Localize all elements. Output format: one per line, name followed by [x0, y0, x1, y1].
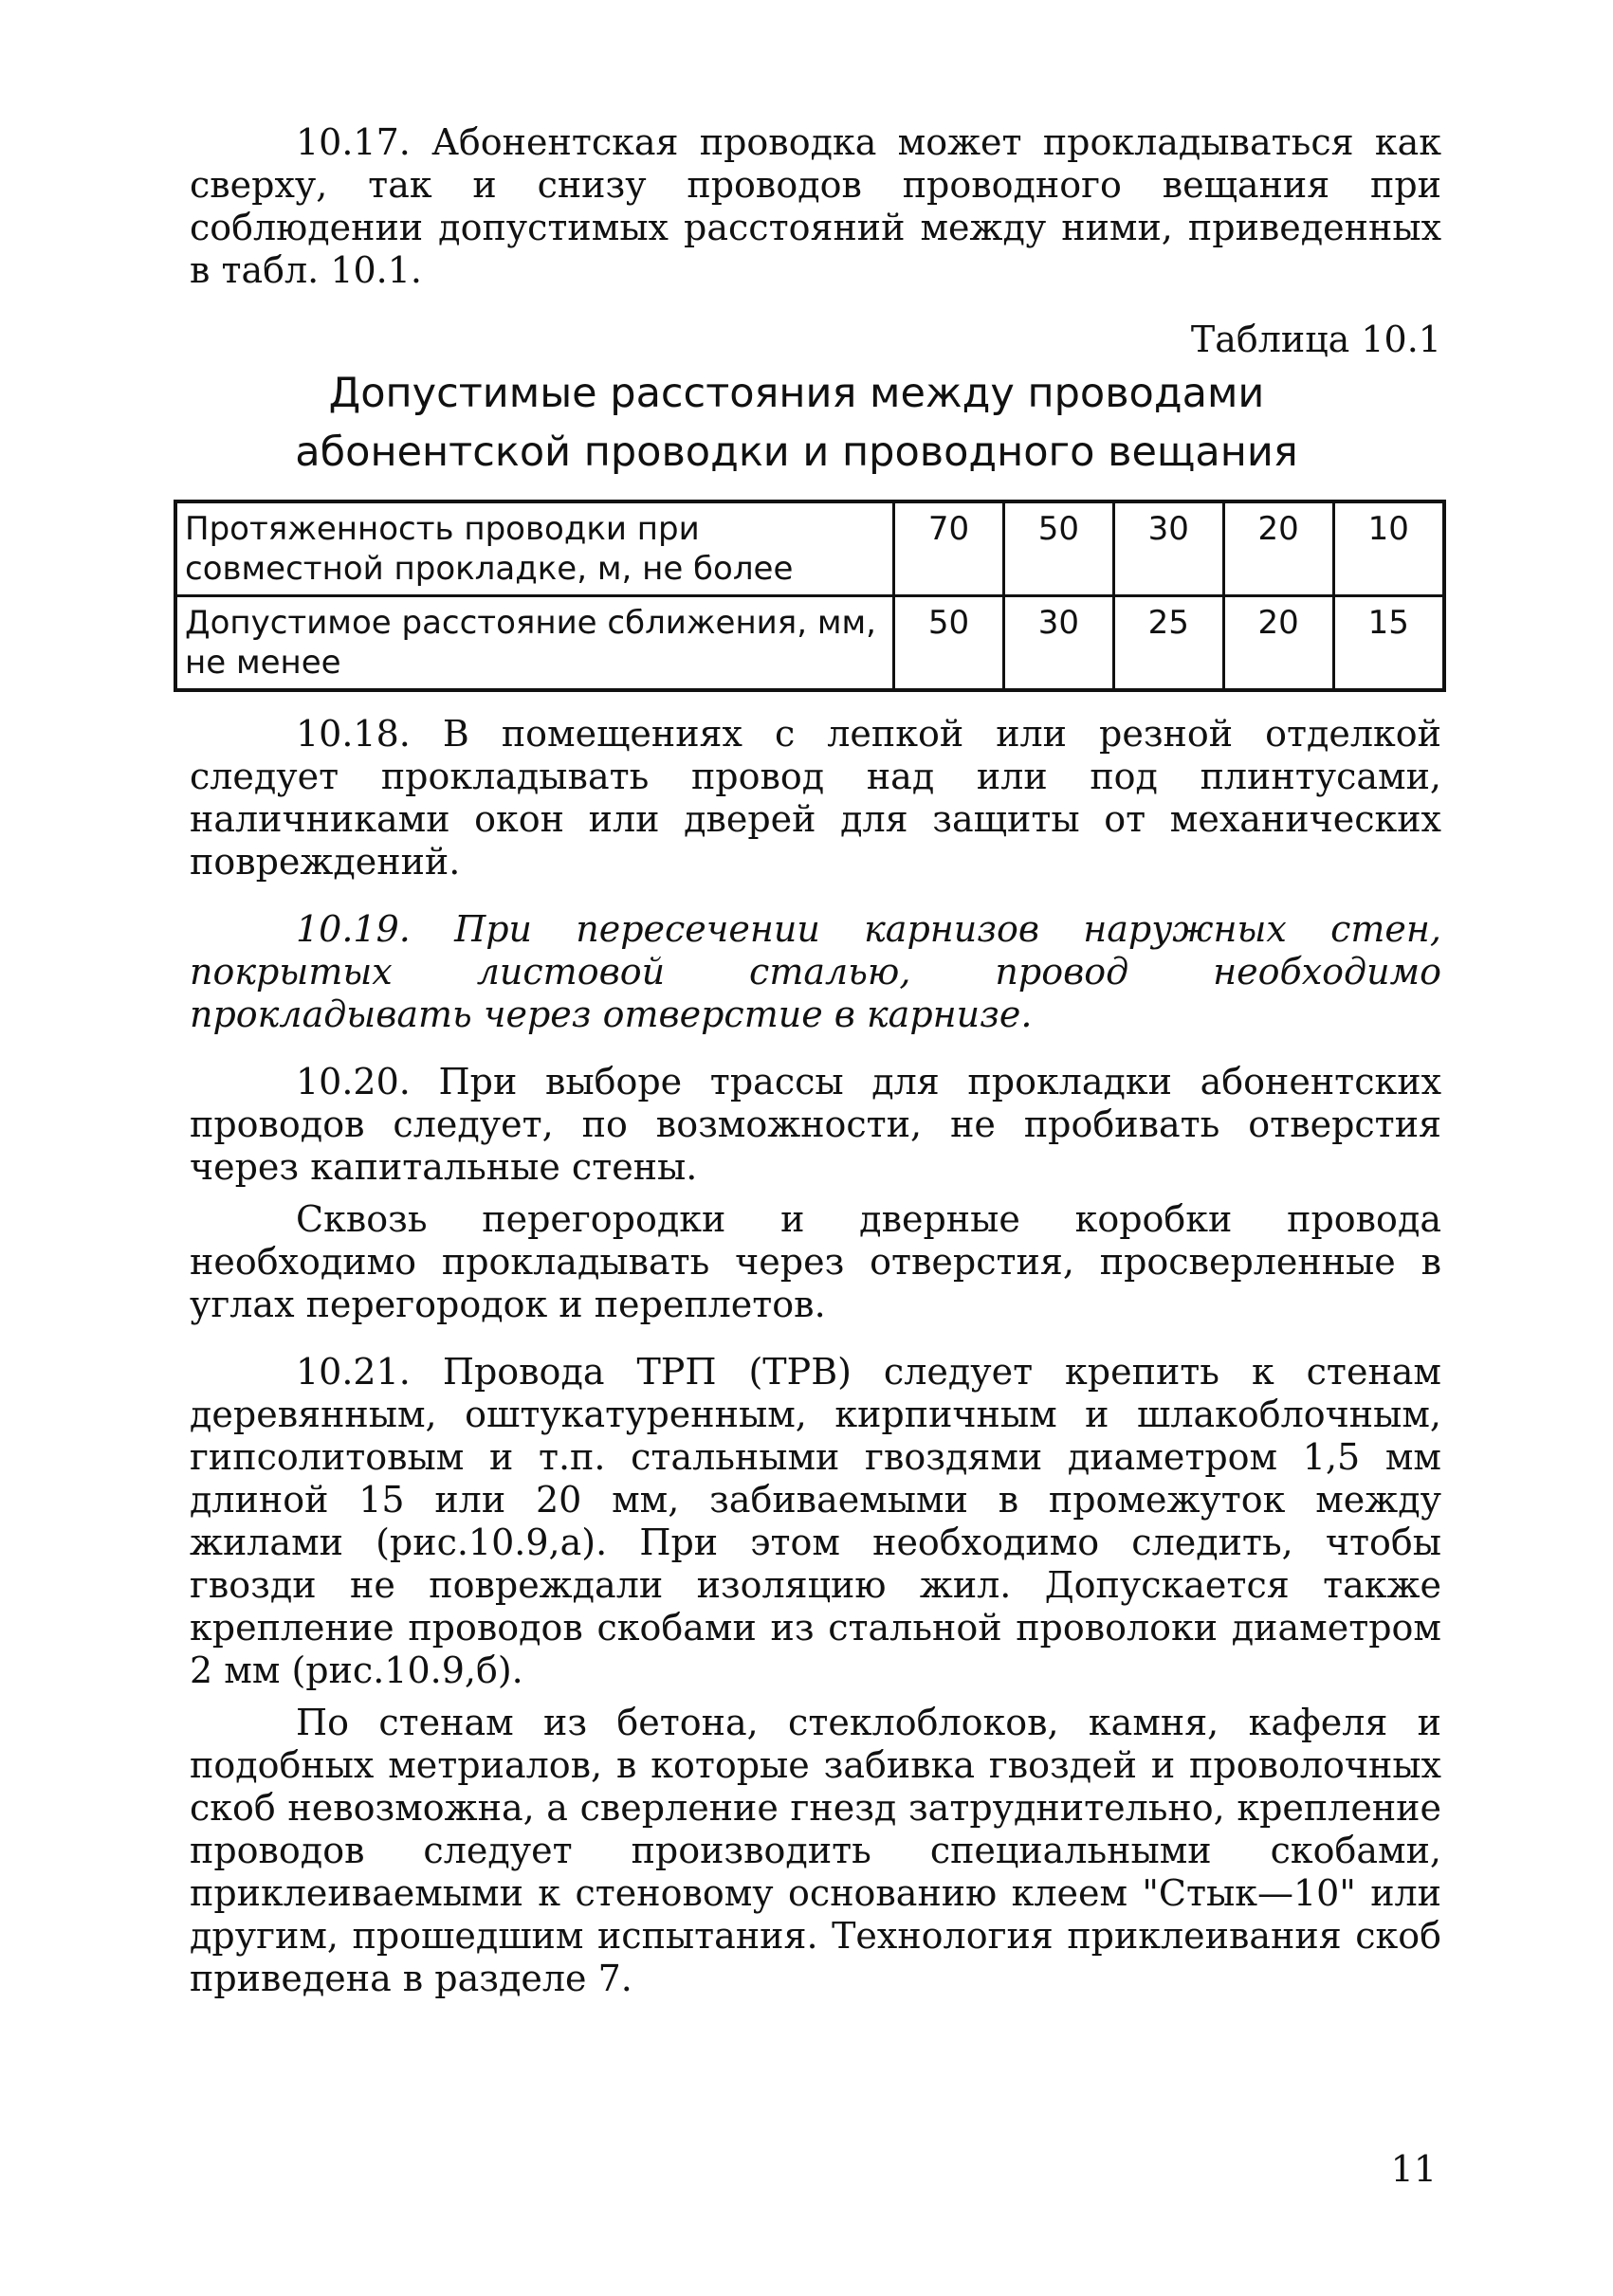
table-label: Таблица 10.1: [1190, 319, 1441, 360]
table-cell: 70: [894, 501, 1004, 596]
table-cell: 50: [1003, 501, 1113, 596]
table-title-line-2: абонентской проводки и проводного вещания: [295, 428, 1298, 476]
table-cell: 10: [1333, 501, 1444, 596]
table-cell: 50: [894, 596, 1004, 691]
table-row-header: Протяженность проводки при совместной прокладке, м, не более: [175, 501, 894, 596]
table-cell: 30: [1003, 596, 1113, 691]
paragraph-10-21-continued: По стенам из бетона, стеклоблоков, камня, кафеля и подобных метриалов, в которые забивка гвоздей и проволочных скоб невозможна, а сверление гнезд затруднительно, крепление проводов следует производить специальными скобами, приклеиваемыми к стеновому основанию клеем "Стык—10" или другим, прошедшим испытания. Технология приклеивания скоб приведена в разделе 7.: [190, 1702, 1441, 1999]
paragraph-10-19: 10.19. При пересечении карнизов наружных стен, покрытых листовой сталью, провод необходимо прокладывать через отверстие в карнизе.: [190, 908, 1441, 1035]
top-text-block: [190, 121, 1441, 292]
table-cell: 15: [1333, 596, 1444, 691]
page-number: 11: [1390, 2148, 1437, 2190]
table-cell: 20: [1223, 596, 1333, 691]
table-row-distance: [175, 596, 1444, 691]
table-row-length: [175, 501, 1444, 596]
paragraph-10-18: 10.18. В помещениях с лепкой или резной отделкой следует прокладывать провод над или под плинтусами, наличниками окон или дверей для защиты от механических повреждений.: [190, 713, 1441, 883]
paragraph-10-21: 10.21. Провода ТРП (ТРВ) следует крепить к стенам деревянным, оштукатуренным, кирпичным и шлакоблочным, гипсолитовым и т.п. стальными гвоздями диаметром 1,5 мм длиной 15 или 20 мм, забиваемыми в промежуток между жилами (рис.10.9,а). При этом необходимо следить, чтобы гвозди не повреждали изоляцию жил. Допускается также крепление проводов скобами из стальной проволоки диаметром 2 мм (рис.10.9,б).: [190, 1351, 1441, 1691]
table-cell: 25: [1113, 596, 1223, 691]
table-row-header: Допустимое расстояние сближения, мм, не менее: [175, 596, 894, 691]
table-title-line-1: Допустимые расстояния между проводами: [328, 370, 1265, 417]
paragraph-10-20: 10.20. При выборе трассы для прокладки абонентских проводов следует, по возможности, не пробивать отверстия через капитальные стены.: [190, 1061, 1441, 1188]
paragraph-10-20-continued: Сквозь перегородки и дверные коробки провода необходимо прокладывать через отверстия, просверленные в углах перегородок и переплетов.: [190, 1198, 1441, 1325]
bottom-text-block: [190, 713, 1441, 2000]
distance-table: [174, 500, 1446, 692]
table-title: [247, 364, 1347, 482]
table-cell: 30: [1113, 501, 1223, 596]
table-cell: 20: [1223, 501, 1333, 596]
paragraph-10-17: 10.17. Абонентская проводка может прокладываться как сверху, так и снизу проводов проводного вещания при соблюдении допустимых расстояний между ними, приведенных в табл. 10.1.: [190, 121, 1441, 291]
